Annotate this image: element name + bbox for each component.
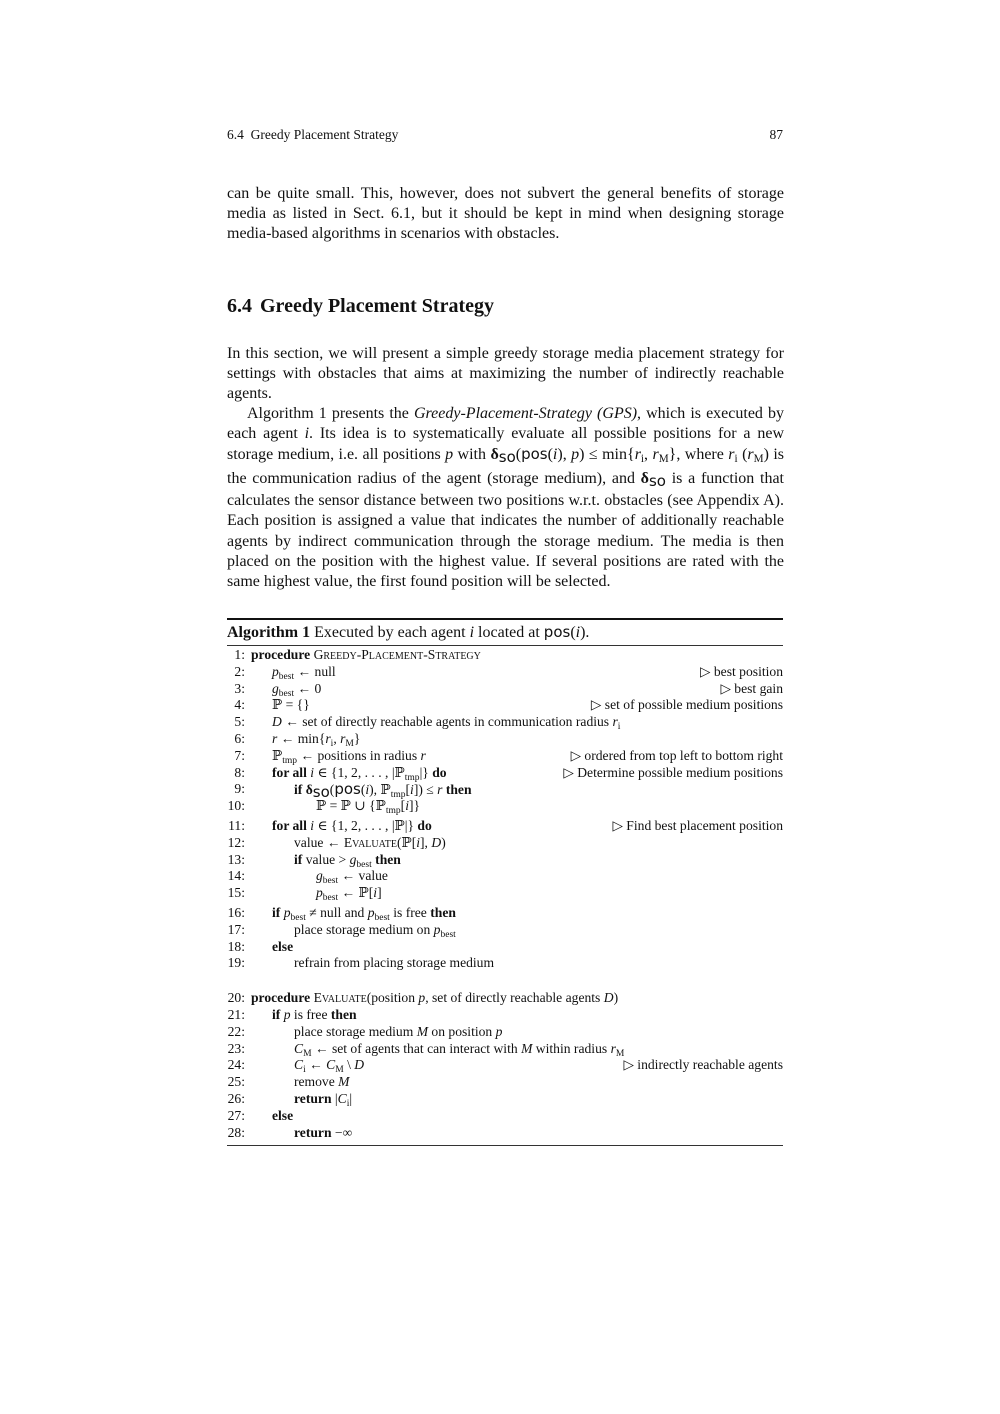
algorithm-line: 15: $p_{best}$ ← ℙ[i] <box>227 885 382 904</box>
algorithm-line: 24: $C_i$ ← $C_M$ \ D ▷ indirectly reachable agents <box>227 1057 783 1076</box>
algorithm-line: 27: else <box>227 1107 294 1123</box>
algorithm-line: 5: D ← set of directly reachable agents in communication radius $r_i$ <box>234 714 621 733</box>
algorithm-line: 22: place storage medium M on position p <box>227 1023 503 1039</box>
intro-paragraph: can be quite small. This, however, does not subvert the general benefits of storage media as listed in Sect. 6.1, but it should be kept in mind when designing storage media-based algorithms in scenarios with obstacles. <box>227 185 784 243</box>
algorithm-line: 18: else <box>227 938 294 954</box>
algorithm-line: 1: procedure Greedy-Placement-Strategy <box>234 647 481 662</box>
algorithm-line: 11: for all i ∈ {1, 2, . . . , |ℙ|} do ▷ Find best placement position <box>228 817 783 833</box>
running-header <box>227 127 783 143</box>
algorithm-lines <box>227 646 783 1141</box>
algorithm-line: 9: if δso(pos(i), ℙ$_{tmp}$[i]) ≤ r then <box>234 780 472 802</box>
algorithm-caption-text: Executed by each agent i located at pos(i). <box>314 623 590 641</box>
algorithm-line: 28: return −∞ <box>227 1124 353 1140</box>
algorithm-bottom-rule <box>227 1145 783 1146</box>
algorithm-line: 7: ℙ$_{tmp}$ ← positions in radius r ▷ ordered from top left to bottom right <box>234 747 783 766</box>
algorithm-line: 10: ℙ = ℙ ∪ {ℙ$_{tmp}$[i]} <box>227 798 421 817</box>
algorithm-line: 16: if $p_{best}$ ≠ null and $p_{best}$ is free then <box>227 904 456 923</box>
algorithm-line: 3: $g_{best}$ ← 0 ▷ best gain <box>234 680 783 699</box>
algorithm-caption <box>227 620 783 646</box>
algorithm-line: 26: return $|C_i|$ <box>227 1090 353 1109</box>
section-heading <box>227 295 494 318</box>
algorithm-line: 19: refrain from placing storage medium <box>227 955 495 971</box>
paragraph-algorithm-description: Algorithm 1 presents the Greedy-Placement-Strategy (GPS), which is executed by each agent i. Its idea is to systematically evaluate all possible positions for a new storage medium, i.e. all positions p with δso(pos(i), $p) \le \min\{r_i$, $r_M$}, where $r_i$ $(r_M)$ is the communication radius of the agent (storage medium), and δso is a function that calculates the sensor distance between two positions w.r.t. obstacles (see Appendix A). Each position is assigned a value that indicates the number of additionally reachable agents by indirect communication through the storage medium. The media is then placed on the position with the highest value. If several positions are rated with the same highest value, the first found position will be selected. <box>227 405 785 590</box>
algorithm-line: 20: procedure Evaluate(position p, set of directly reachable agents D) <box>227 990 619 1006</box>
algorithm-box <box>227 618 783 1146</box>
algorithm-line: 8: for all i ∈ {1, 2, . . . , |ℙ$_{tmp}$|} do ▷ Determine possible medium positions <box>234 764 783 783</box>
algorithm-line: 23: $C_M$ ← set of agents that can interact with M within radius $r_M$ <box>227 1040 625 1059</box>
algorithm-line: 4: ℙ = {} ▷ set of possible medium positions <box>234 697 783 713</box>
algorithm-line: 13: if value > $g_{best}$ then <box>227 851 401 870</box>
algorithm-line: 2: $p_{best}$ ← null ▷ best position <box>234 663 783 682</box>
algorithm-line: 6: r ← $\min\{r_i$, $r_M$} <box>234 730 361 749</box>
algorithm-line: 14: $g_{best}$ ← value <box>227 868 388 887</box>
section-title: Greedy Placement Strategy <box>260 295 494 317</box>
header-section: 6.4 Greedy Placement Strategy <box>227 127 399 142</box>
algorithm-line: 21: if p is free then <box>227 1006 357 1022</box>
formula-distance: δso(pos(i), $p) \le \min\{r_i$, $r_M$} <box>490 445 677 467</box>
algorithm-line: 12: value ← Evaluate(ℙ[i], D) <box>227 834 446 850</box>
section-number: 6.4 <box>227 295 252 317</box>
page-number: 87 <box>769 127 783 142</box>
algorithm-line: 25: remove M <box>227 1074 350 1090</box>
algorithm-line: 17: place storage medium on $p_{best}$ <box>227 921 456 940</box>
algorithm-label: Algorithm 1 <box>227 624 311 641</box>
paragraph-intro-section: In this section, we will present a simple greedy storage media placement strategy for settings with obstacles that aims at maximizing the number of indirectly reachable agents. <box>227 345 784 403</box>
